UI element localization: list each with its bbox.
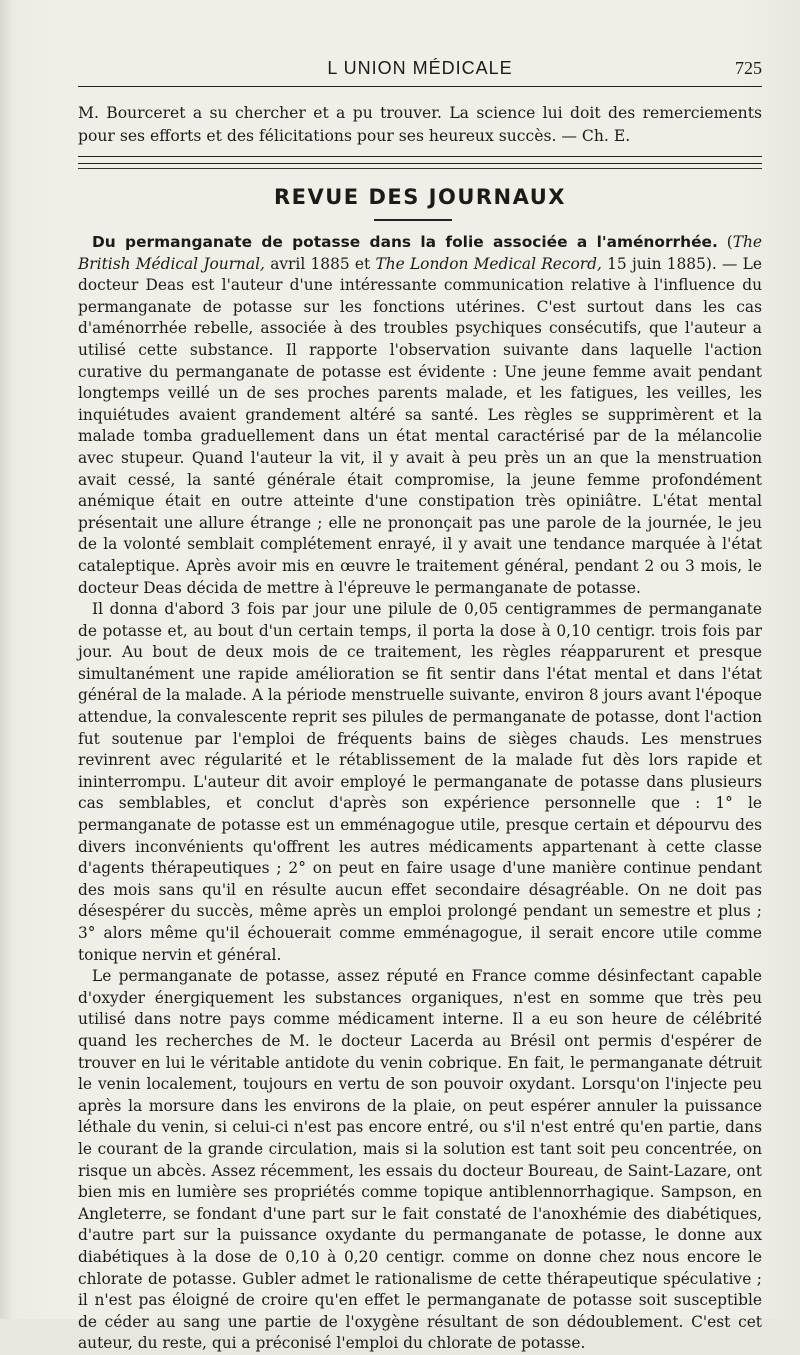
running-header [78,58,762,82]
title-underline [374,219,452,221]
source-open: ( [717,233,733,251]
page-number: 725 [735,58,762,78]
header-rule [78,86,762,87]
article-lead-title: Du permanganate de potasse dans la folie associée a l'aménorrhée. [92,233,718,251]
section-double-rule [78,156,762,164]
paragraph-1-text: 15 juin 1885). — Le docteur Deas est l'auteur d'une intéressante communication relative à l'influence du permanganate de potasse sur les fonctions utérines. C'est surtout dans les cas d'aménorrhée rebelle, associée à des troubles psychiques consécutifs, que l'auteur a utilisé cette substance. Il rapporte l'observation suivante dans laquelle l'action curative du permanganate de potasse est évidente : Une jeune femme avait pendant longtemps veillé un de ses proches parents malade, et les fatigues, les veilles, les inquiétudes avaient grandement altéré sa santé. Les règles se supprimèrent et la malade tomba graduellement dans un état mental caractérisé par de la mélancolie avec stupeur. Quand l'auteur la vit, il y avait à peu près un an que la menstruation avait cessé, la santé générale était compromise, la jeune femme profondément anémique était en outre atteinte d'une constipation très opiniâtre. L'état mental présentait une allure étrange ; elle ne prononçait pas une parole de la journée, le jeu de la volonté semblait complétement enrayé, il y avait une tendance marquée à l'état cataleptique. Après avoir mis en œuvre le traitement général, pendant 2 ou 3 mois, le docteur Deas décida de mettre à l'épreuve le permanganate de potasse. [78,254,762,597]
source-date-1: avril 1885 et [264,254,376,273]
article-body [78,232,762,1355]
article-paragraph-2: Il donna d'abord 3 fois par jour une pilule de 0,05 centigrammes de permanganate de potasse et, au bout d'un certain temps, il porta la dose à 0,10 centigr. trois fois par jour. Au bout de deux mois de ce traitement, les règles réapparurent et presque simultanément une rapide amélioration se fit sentir dans l'état mental et dans l'état général de la malade. A la période menstruelle suivante, environ 8 jours avant l'époque attendue, la convalescente reprit ses pilules de permanganate de potasse, dont l'action fut soutenue par l'emploi de fréquents bains de sièges chauds. Les menstrues revinrent avec régularité et le rétablissement de la malade fut dès lors rapide et ininterrompu. L'auteur dit avoir employé le permanganate de potasse dans plusieurs cas semblables, et conclut d'après son expérience personnelle que : 1° le permanganate de potasse est un emménagogue utile, presque certain et dépourvu des divers inconvénients qu'offrent les autres médicaments appartenant à cette classe d'agents thérapeutiques ; 2° on peut en faire usage d'une manière continue pendant des mois sans qu'il en résulte aucun effet secondaire désagréable. On ne doit pas désespérer du succès, même après un emploi prolongé pendant un semestre et plus ; 3° alors même qu'il échouerait comme emménagogue, il serait encore utile comme tonique nervin et général. [78,600,762,964]
section-rule [78,168,762,169]
article-paragraph-3: Le permanganate de potasse, assez réputé en France comme désinfectant capable d'oxyder énergiquement les substances organiques, n'est en somme que très peu utilisé dans notre pays comme médicament interne. Il a eu son heure de célébrité quand les recherches de M. le docteur Lacerda au Brésil ont permis d'espérer de trouver en lui le véritable antidote du venin cobrique. En fait, le permanganate détruit le venin localement, toujours en vertu de son pouvoir oxydant. Lorsqu'on l'injecte peu après la morsure dans les environs de la plaie, on peut espérer annuler la puissance léthale du venin, si celui-ci n'est pas encore entré, ou s'il n'est entré qu'en partie, dans le courant de la grande circulation, mais si la solution est tant soit peu concentrée, on risque un abcès. Assez récemment, les essais du docteur Boureau, de Saint-Lazare, ont bien mis en lumière ses propriétés comme topique antiblennorrhagique. Sampson, en Angleterre, se fondant d'une part sur le fait constaté de l'anoxhémie des diabétiques, d'autre part sur la puissance oxydante du permanganate de potasse, le donne aux diabétiques à la dose de 0,10 à 0,20 centigr. comme on donne chez nous encore le chlorate de potasse. Gubler admet le rationalisme de cette thérapeutique spéculative ; il n'est pas éloigné de croire qu'en effet le permanganate de potasse soit susceptible de céder au sang une partie de l'oxygène résultant de son dédoublement. C'est cet auteur, du reste, qui a préconisé l'emploi du chlorate de potasse. [78,967,762,1353]
section-title: REVUE DES JOURNAUX [273,185,566,209]
source-journal-2: The London Medical Record, [375,254,602,273]
article-paragraph-1 [78,232,762,599]
journal-title: L UNION MÉDICALE [327,58,513,78]
intro-paragraph: M. Bourceret a su chercher et a pu trouver. La science lui doit des remerciements pour ses efforts et des félicitations pour ses heureux succès. — Ch. E. [78,104,762,145]
source-journal-1: The British Médical Journal, [78,233,762,273]
